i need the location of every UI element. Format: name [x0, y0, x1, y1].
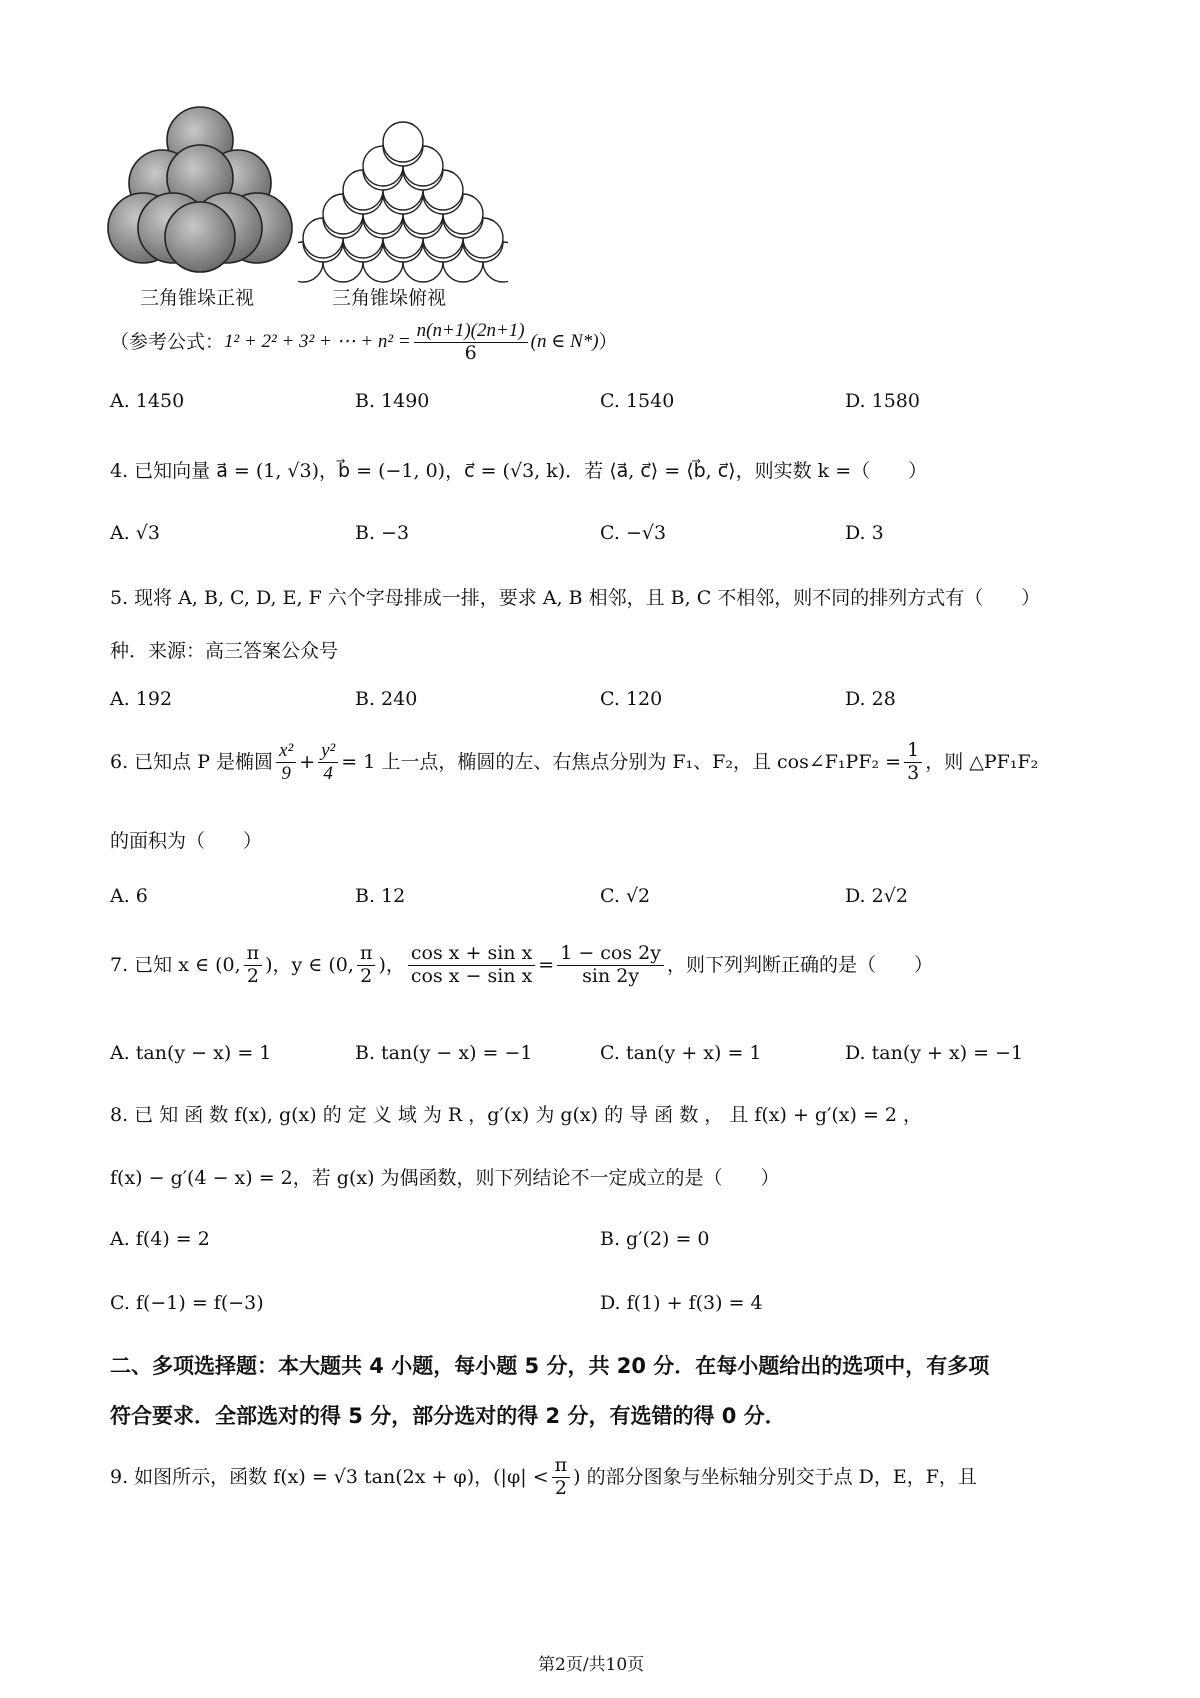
- q6-stem-c: ，则 △PF₁F₂: [925, 751, 1039, 774]
- q9-two: 2: [554, 1476, 567, 1499]
- q3-option-d: D. 1580: [845, 390, 920, 412]
- formula-lhs: 1² + 2² + 3² + ⋯ + n² =: [224, 331, 411, 353]
- q9-pi: π: [552, 1455, 571, 1478]
- q6-stem-line1: [110, 740, 1038, 785]
- q7-option-b: B. tan(y − x) = −1: [355, 1042, 533, 1064]
- reference-formula: [110, 320, 618, 365]
- q6-option-c: C. √2: [600, 885, 651, 907]
- q7-stem-a: 7. 已知 x ∈ (0,: [110, 954, 241, 977]
- formula-denominator: 6: [464, 341, 477, 364]
- q9-stem-b: ) 的部分图象与坐标轴分别交于点 D，E，F，且: [573, 1466, 977, 1489]
- q6-stem-b: = 1 上一点，椭圆的左、右焦点分别为 F₁、F₂，且 cos∠F₁PF₂ =: [341, 751, 902, 774]
- q4-option-b: B. −3: [355, 522, 410, 544]
- q5-stem-line1: 5. 现将 A, B, C, D, E, F 六个字母排成一排，要求 A, B 相邻，且 B, C 不相邻，则不同的排列方式有（ ）: [110, 587, 1041, 609]
- q8-option-a: A. f(4) = 2: [110, 1228, 210, 1250]
- q7-stem-c: )，: [378, 954, 405, 977]
- q4-stem: 4. 已知向量 a⃗ = (1, √3)，b⃗ = (−1, 0)，c⃗ = (√3, k)．若 ⟨a⃗, c⃗⟩ = ⟨b⃗, c⃗⟩，则实数 k =（ ）: [110, 460, 928, 482]
- q6-cos-den: 3: [907, 761, 920, 784]
- q6-option-b: B. 12: [355, 885, 406, 907]
- q7-option-a: A. tan(y − x) = 1: [110, 1042, 272, 1064]
- q8-option-d: D. f(1) + f(3) = 4: [600, 1292, 763, 1314]
- q7-eq: =: [538, 954, 555, 977]
- q7-lhs-num: cos x + sin x: [408, 943, 535, 966]
- q6-option-d: D. 2√2: [845, 885, 908, 907]
- q3-option-c: C. 1540: [600, 390, 675, 412]
- q6-plus: +: [299, 751, 316, 774]
- q5-option-a: A. 192: [110, 688, 173, 710]
- q8-option-b: B. g′(2) = 0: [600, 1228, 710, 1250]
- q5-stem-line2: 种．来源：高三答案公众号: [110, 640, 339, 662]
- top-view-ball: [383, 122, 423, 162]
- q9-stem: [110, 1455, 977, 1500]
- q6-ellipse-x-num: x²: [276, 740, 296, 763]
- top-view-caption: 三角锥垛俯视: [332, 287, 447, 309]
- q7-two-1: 2: [246, 964, 259, 987]
- q6-stem-line2: 的面积为（ ）: [110, 830, 263, 852]
- section2-heading-line2: 符合要求．全部选对的得 5 分，部分选对的得 2 分，有选错的得 0 分．: [110, 1404, 786, 1428]
- q7-rhs-den: sin 2y: [582, 964, 640, 987]
- q7-pi-2: π: [357, 943, 376, 966]
- q9-stem-a: 9. 如图所示，函数 f(x) = √3 tan(2x + φ)，(|φ| <: [110, 1466, 549, 1489]
- formula-condition: (n ∈ N*): [530, 331, 599, 353]
- front-view-caption: 三角锥垛正视: [140, 287, 255, 309]
- formula-prefix: （参考公式：: [110, 331, 225, 354]
- pyramid-front-view-figure: [105, 100, 295, 275]
- q6-ellipse-y-den: 4: [323, 762, 333, 784]
- q8-stem-line2: f(x) − g′(4 − x) = 2，若 g(x) 为偶函数，则下列结论不一定成立的是（ ）: [110, 1167, 780, 1189]
- q7-stem-b: )，y ∈ (0,: [265, 954, 354, 977]
- q6-stem-a: 6. 已知点 P 是椭圆: [110, 751, 274, 774]
- q6-ellipse-x-den: 9: [281, 762, 291, 784]
- q3-option-a: A. 1450: [110, 390, 185, 412]
- q4-option-c: C. −√3: [600, 522, 667, 544]
- formula-suffix: ）: [598, 331, 618, 354]
- q5-option-b: B. 240: [355, 688, 418, 710]
- q6-ellipse-y-num: y²: [318, 740, 338, 763]
- q4-option-a: A. √3: [110, 522, 160, 544]
- q8-stem-line1: 8. 已 知 函 数 f(x), g(x) 的 定 义 域 为 R ，g′(x) 为 g(x) 的 导 函 数 ， 且 f(x) + g′(x) = 2 ，: [110, 1104, 923, 1126]
- page-footer: 第2页/共10页: [538, 1655, 645, 1675]
- q3-option-b: B. 1490: [355, 390, 430, 412]
- q7-stem-d: ，则下列判断正确的是（ ）: [666, 954, 933, 977]
- q8-option-c: C. f(−1) = f(−3): [110, 1292, 264, 1314]
- q7-two-2: 2: [360, 964, 373, 987]
- section2-heading-line1: 二、多项选择题：本大题共 4 小题，每小题 5 分，共 20 分．在每小题给出的选项中，有多项: [110, 1354, 990, 1378]
- q7-pi-1: π: [244, 943, 263, 966]
- q7-option-d: D. tan(y + x) = −1: [845, 1042, 1024, 1064]
- formula-numerator: n(n+1)(2n+1): [414, 320, 528, 343]
- q5-option-c: C. 120: [600, 688, 663, 710]
- q6-cos-num: 1: [904, 740, 922, 763]
- q5-option-d: D. 28: [845, 688, 896, 710]
- q7-stem: [110, 943, 933, 988]
- q7-option-c: C. tan(y + x) = 1: [600, 1042, 762, 1064]
- q6-option-a: A. 6: [110, 885, 148, 907]
- q7-lhs-den: cos x − sin x: [410, 964, 533, 987]
- pyramid-top-view-figure: [298, 90, 508, 285]
- q4-option-d: D. 3: [845, 522, 884, 544]
- q7-rhs-num: 1 − cos 2y: [557, 943, 664, 966]
